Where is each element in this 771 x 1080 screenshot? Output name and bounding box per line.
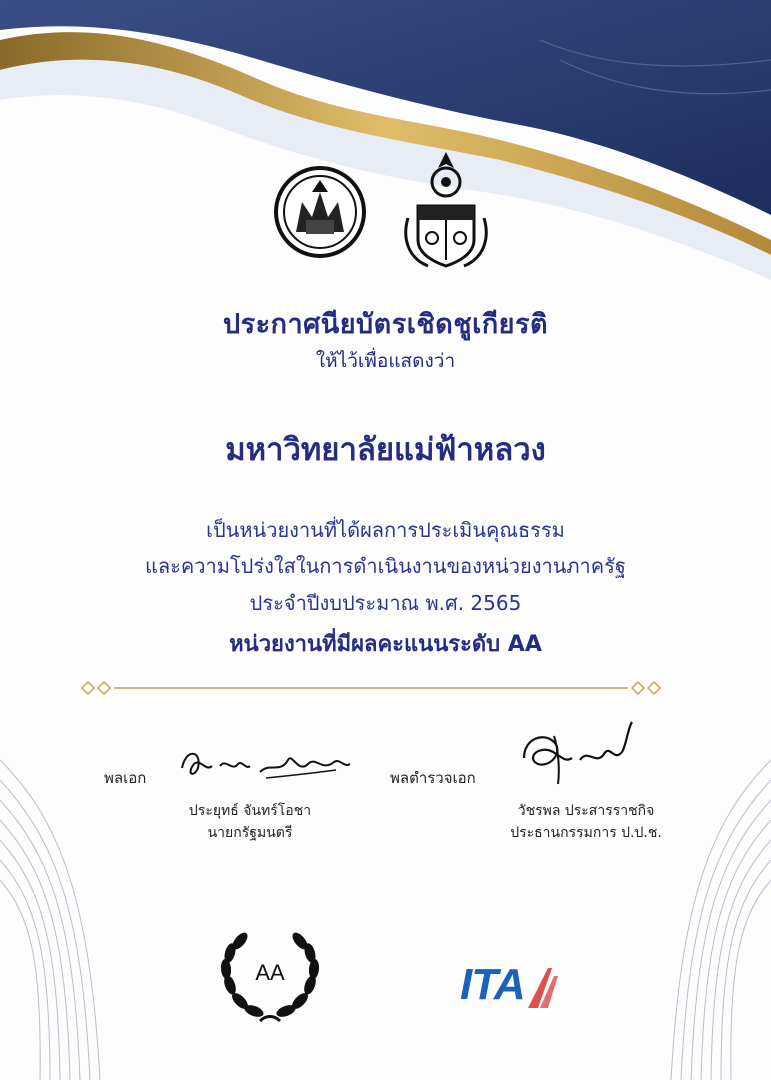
signatory-2-name: วัชรพล ประสารราชกิจ: [517, 803, 655, 819]
body-line-2: และความโปร่งใสในการดำเนินงานของหน่วยงานภาครัฐ: [145, 554, 626, 578]
signature-2-image: [514, 718, 644, 788]
signatory-1-name: ประยุทธ์ จันทร์โอชา: [188, 803, 312, 819]
nacc-emblem: [398, 148, 494, 272]
score-level-text: หน่วยงานที่มีผลคะแนนระดับ AA: [229, 632, 542, 657]
signatory-1-position: นายกรัฐมนตรี: [207, 825, 293, 841]
ita-logo-text: ITA: [460, 960, 525, 1009]
certificate-subtitle: ให้ไว้เพื่อแสดงว่า: [315, 350, 456, 372]
ita-logo-icon: [458, 962, 568, 1012]
signatory-1-rank: พลเอก: [104, 769, 147, 787]
signature-1-image: [176, 738, 356, 788]
body-line-3: ประจำปีงบประมาณ พ.ศ. 2565: [249, 591, 522, 615]
signatory-2-rank: พลตำรวจเอก: [390, 769, 476, 787]
body-line-1: เป็นหน่วยงานที่ได้ผลการประเมินคุณธรรม: [206, 518, 565, 542]
government-seal-emblem: [272, 162, 368, 262]
aa-badge-label: AA: [255, 960, 285, 985]
signatory-2-position: ประธานกรรมการ ป.ป.ช.: [510, 825, 662, 841]
gold-divider: [78, 680, 664, 696]
organization-name: มหาวิทยาลัยแม่ฟ้าหลวง: [225, 432, 546, 468]
certificate-title: ประกาศนียบัตรเชิดชูเกียรติ: [222, 309, 549, 340]
